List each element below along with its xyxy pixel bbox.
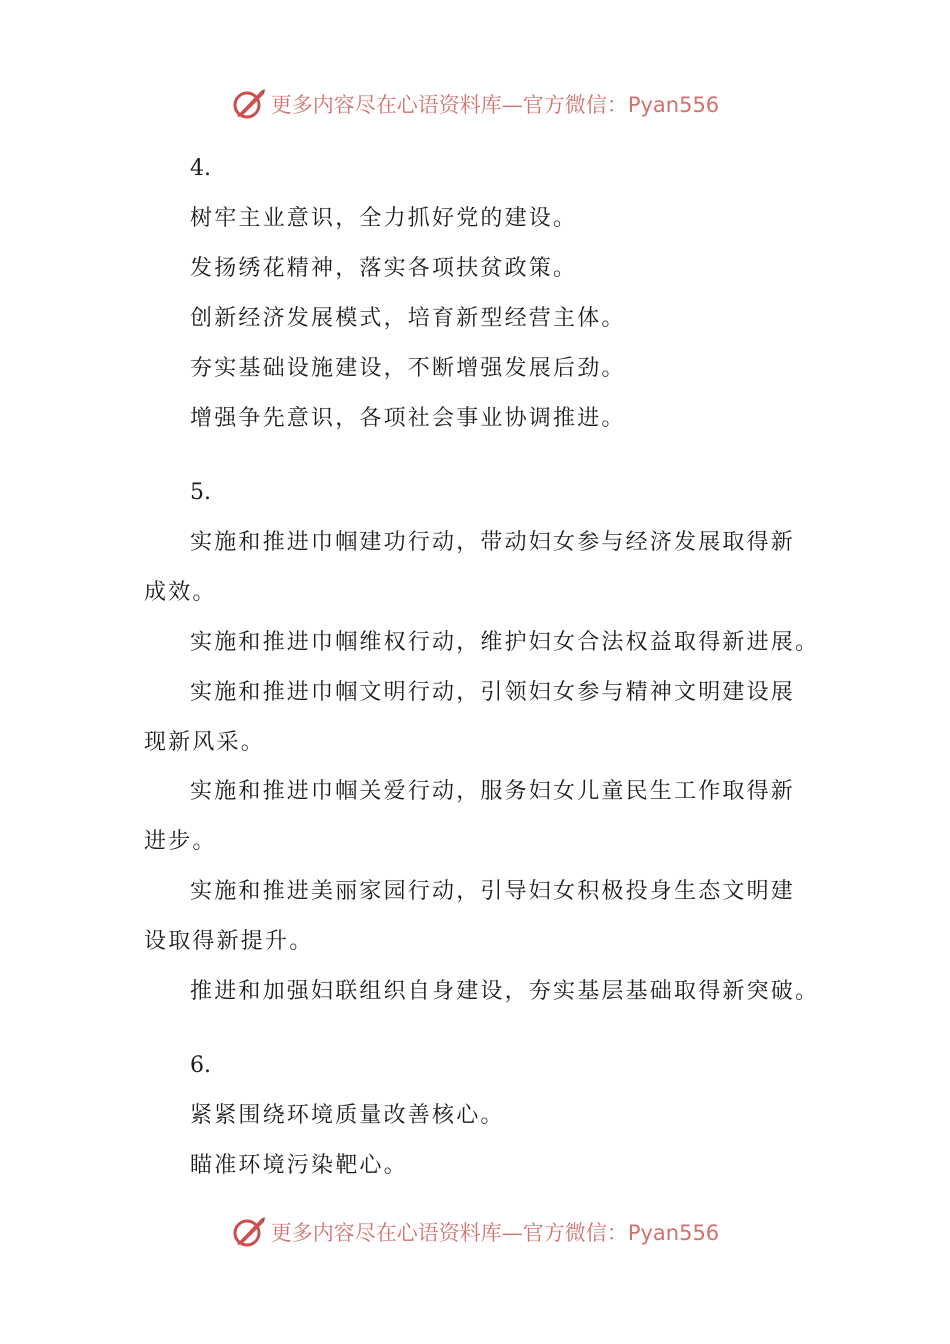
paragraph-line: 创新经济发展模式，培育新型经营主体。	[190, 306, 626, 331]
banner-text: 更多内容尽在心语资料库—官方微信：	[270, 93, 628, 117]
paragraph-line: 进步。	[144, 829, 217, 854]
paragraph-line: 紧紧围绕环境质量改善核心。	[190, 1103, 505, 1128]
paragraph-line: 树牢主业意识，全力抓好党的建设。	[190, 206, 578, 231]
section-number: 5.	[190, 480, 211, 505]
paragraph-line: 增强争先意识，各项社会事业协调推进。	[190, 406, 626, 431]
paragraph-line: 现新风采。	[144, 730, 266, 755]
paragraph-line: 实施和推进巾帼关爱行动，服务妇女儿童民生工作取得新	[190, 779, 796, 804]
quill-pen-icon	[231, 1214, 267, 1250]
wechat-id: Pyan556	[627, 93, 720, 117]
paragraph-line: 设取得新提升。	[144, 929, 314, 954]
paragraph-line: 发扬绣花精神，落实各项扶贫政策。	[190, 256, 578, 281]
paragraph-line: 成效。	[144, 580, 217, 605]
paragraph-line: 实施和推进美丽家园行动，引导妇女积极投身生态文明建	[190, 879, 796, 904]
paragraph-line: 实施和推进巾帼维权行动，维护妇女合法权益取得新进展。	[190, 630, 820, 655]
footer-banner	[0, 1212, 950, 1252]
header-banner	[0, 84, 950, 124]
paragraph-line: 瞄准环境污染靶心。	[190, 1153, 408, 1178]
section-number: 6.	[190, 1053, 211, 1078]
wechat-id: Pyan556	[627, 1221, 720, 1245]
banner-text-wrap	[271, 89, 719, 119]
quill-pen-icon	[231, 86, 267, 122]
paragraph-line: 实施和推进巾帼建功行动，带动妇女参与经济发展取得新	[190, 530, 796, 555]
paragraph-line: 夯实基础设施建设，不断增强发展后劲。	[190, 356, 626, 381]
section-number: 4.	[190, 156, 211, 181]
banner-text: 更多内容尽在心语资料库—官方微信：	[270, 1221, 628, 1245]
paragraph-line: 实施和推进巾帼文明行动，引领妇女参与精神文明建设展	[190, 680, 796, 705]
banner-text-wrap	[271, 1217, 719, 1247]
paragraph-line: 推进和加强妇联组织自身建设，夯实基层基础取得新突破。	[190, 979, 820, 1004]
